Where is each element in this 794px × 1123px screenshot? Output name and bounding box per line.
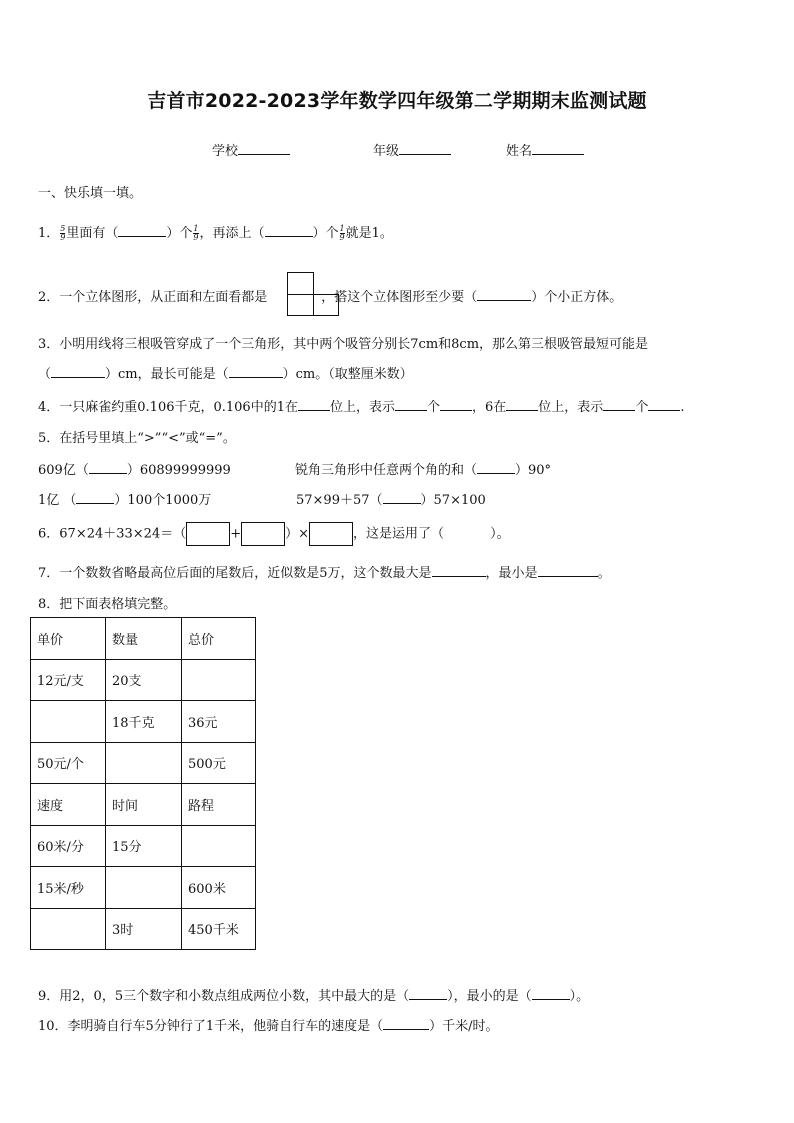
question-5: 5．在括号里填上“>”“<”或“=”。 bbox=[38, 431, 236, 446]
question-3-cont: （ ）cm，最长可能是（ ）cm。（取整厘米数） bbox=[38, 367, 413, 382]
fraction: $\frac{5}{9}$ bbox=[60, 224, 66, 242]
answer-blank bbox=[432, 564, 486, 577]
answer-blank bbox=[51, 365, 105, 378]
table-cell: 总价 bbox=[182, 618, 256, 660]
question-7: 7．一个数数省略最高位后面的尾数后，近似数是5万，这个数最大是 ，最小是 。 bbox=[38, 566, 611, 581]
question-6: 6．67×24＋33×24＝（ + ）× ，这是运用了（ ）。 bbox=[38, 522, 510, 546]
answer-blank bbox=[477, 461, 515, 474]
table-row bbox=[31, 908, 256, 950]
table-cell: 600米 bbox=[182, 867, 256, 909]
table-cell: 12元/支 bbox=[31, 659, 106, 701]
answer-blank bbox=[118, 224, 166, 237]
q1-number: 1． bbox=[38, 226, 60, 241]
table-cell: 速度 bbox=[31, 784, 106, 826]
table-row bbox=[31, 867, 256, 909]
table-cell: 500元 bbox=[182, 742, 256, 784]
table-cell: 数量 bbox=[106, 618, 182, 660]
answer-box bbox=[309, 522, 353, 546]
answer-blank bbox=[603, 398, 635, 411]
table-cell bbox=[182, 825, 256, 867]
table-cell: 路程 bbox=[182, 784, 256, 826]
question-5-row-2: 1亿 （ ）100个1000万 bbox=[38, 493, 212, 508]
answer-box bbox=[186, 522, 230, 546]
table-cell: 18千克 bbox=[106, 701, 182, 743]
grade-blank bbox=[399, 142, 451, 155]
answer-blank bbox=[538, 564, 598, 577]
school-blank bbox=[238, 142, 290, 155]
table-cell: 单价 bbox=[31, 618, 106, 660]
table-cell: 15分 bbox=[106, 825, 182, 867]
fraction: $\frac{1}{9}$ bbox=[193, 224, 199, 242]
question-9: 9．用2，0，5三个数字和小数点组成两位小数，其中最大的是（ ），最小的是（ ）。 bbox=[38, 989, 590, 1004]
answer-blank bbox=[506, 398, 538, 411]
question-5-row-2-right: 57×99＋57（ ）57×100 bbox=[296, 493, 486, 508]
table-cell bbox=[31, 908, 106, 950]
answer-blank bbox=[477, 288, 531, 301]
question-2: 2．一个立体图形，从正面和左面看都是 ，搭这个立体图形至少要（ ）个小正方体。 bbox=[38, 290, 623, 305]
answer-blank bbox=[532, 987, 570, 1000]
table-cell: 时间 bbox=[106, 784, 182, 826]
answer-blank bbox=[383, 1017, 429, 1030]
table-row bbox=[31, 659, 256, 701]
school-field bbox=[212, 140, 290, 159]
table-cell: 450千米 bbox=[182, 908, 256, 950]
table-cell: 3时 bbox=[106, 908, 182, 950]
answer-blank bbox=[265, 224, 313, 237]
grade-field bbox=[373, 140, 451, 159]
name-blank bbox=[532, 142, 584, 155]
table-cell: 60米/分 bbox=[31, 825, 106, 867]
question-5-row-1: 609亿（ ）60899999999 bbox=[38, 463, 231, 478]
table-cell bbox=[106, 742, 182, 784]
table-cell: 36元 bbox=[182, 701, 256, 743]
question-10: 10．李明骑自行车5分钟行了1千米，他骑自行车的速度是（ ）千米/时。 bbox=[38, 1019, 499, 1034]
answer-blank bbox=[395, 398, 427, 411]
table-cell bbox=[31, 701, 106, 743]
table-cell: 20支 bbox=[106, 659, 182, 701]
table-cell bbox=[106, 867, 182, 909]
table-row bbox=[31, 742, 256, 784]
answer-blank bbox=[383, 491, 421, 504]
table-row bbox=[31, 825, 256, 867]
answer-blank bbox=[409, 987, 447, 1000]
answer-box bbox=[241, 522, 285, 546]
table-row bbox=[31, 701, 256, 743]
fraction: $\frac{1}{9}$ bbox=[339, 224, 345, 242]
question-3: 3．小明用线将三根吸管穿成了一个三角形，其中两个吸管分别长7cm和8cm，那么第三根吸管最短可能是 bbox=[38, 337, 649, 352]
answer-blank bbox=[648, 398, 680, 411]
question-8: 8．把下面表格填完整。 bbox=[38, 597, 177, 612]
table-row bbox=[31, 618, 256, 660]
name-label: 姓名 bbox=[506, 144, 533, 159]
school-label: 学校 bbox=[212, 144, 239, 159]
block-view-figure bbox=[287, 272, 339, 316]
answer-blank bbox=[229, 365, 283, 378]
answer-blank bbox=[298, 398, 330, 411]
table-cell: 50元/个 bbox=[31, 742, 106, 784]
price-speed-table bbox=[30, 617, 256, 950]
answer-blank bbox=[440, 398, 472, 411]
question-1: 1． $\frac{5}{9}$ 里面有（ ）个 $\frac{1}{9}$ ，再添上（ ）个 $\frac{1}{9}$ 就是1。 bbox=[38, 224, 393, 242]
table-cell bbox=[182, 659, 256, 701]
page-title: 吉首市2022-2023学年数学四年级第二学期期末监测试题 bbox=[147, 90, 647, 112]
table-row bbox=[31, 784, 256, 826]
table-cell: 15米/秒 bbox=[31, 867, 106, 909]
answer-blank bbox=[76, 491, 114, 504]
grade-label: 年级 bbox=[373, 144, 400, 159]
section-heading: 一、快乐填一填。 bbox=[38, 186, 143, 201]
question-4: 4．一只麻雀约重0.106千克，0.106中的1在 位上，表示 个 ，6在 位上，表示 个 . bbox=[38, 400, 685, 415]
answer-blank bbox=[89, 461, 127, 474]
name-field bbox=[506, 140, 584, 159]
question-5-row-1-right: 锐角三角形中任意两个角的和（ ）90° bbox=[295, 463, 552, 478]
